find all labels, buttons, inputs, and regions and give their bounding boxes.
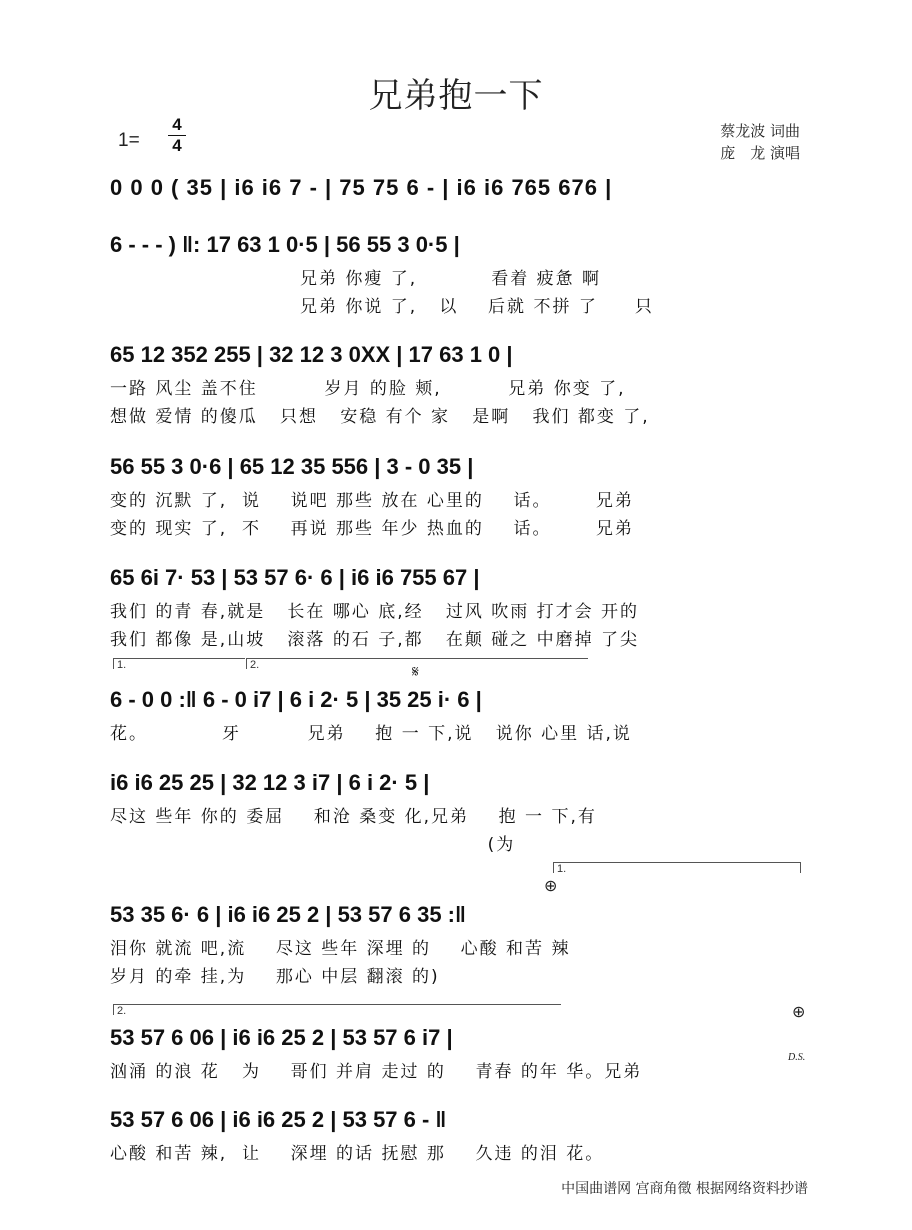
credits	[720, 120, 800, 164]
lyrics-verse-2: (为	[110, 835, 516, 855]
segno-symbol: 𝄋	[412, 664, 419, 681]
lyrics-verse-2: 想做 爱情 的傻瓜 只想 安稳 有个 家 是啊 我们 都变 了,	[110, 407, 650, 427]
notes: i6 i6 25 25 | 32 12 3 i7 | 6 i 2· 5 |	[110, 770, 430, 795]
notes: 65 6i 7· 53 | 53 57 6· 6 | i6 i6 755 67 |	[110, 565, 480, 590]
lyrics-verse-2: 兄弟 你说 了, 以 后就 不拼 了 只	[300, 297, 654, 317]
volta-1: 1.	[113, 658, 245, 669]
song-title: 兄弟抱一下	[368, 76, 544, 116]
lyrics-verse-1: 一路 风尘 盖不住 岁月 的脸 颊, 兄弟 你变 了,	[110, 379, 626, 399]
notes: 0 0 0 ( 35 | i6 i6 7 - | 75 75 6 - | i6 i6 765 676 |	[110, 175, 613, 200]
notes: 6 - - - ) ‖: 17 63 1 0·5 | 56 55 3 0·5 |	[110, 232, 460, 257]
coda-symbol: ⊕	[544, 878, 558, 895]
notes: 53 57 6 06 | i6 i6 25 2 | 53 57 6 - ‖	[110, 1107, 447, 1132]
lyrics-verse-1: 花。 牙 兄弟 抱 一 下,说 说你 心里 话,说	[110, 724, 632, 744]
lyrics-verse-2: 我们 都像 是,山坡 滚落 的石 子,都 在颠 碰之 中磨掉 了尖	[110, 630, 640, 650]
lyrics-verse-2: 岁月 的牵 挂,为 那心 中层 翻滚 的)	[110, 967, 440, 987]
lyrics-verse-1: 我们 的青 春,就是 长在 哪心 底,经 过风 吹雨 打才会 开的	[110, 602, 640, 622]
notes: 53 35 6· 6 | i6 i6 25 2 | 53 57 6 35 :‖	[110, 902, 466, 927]
notes: 65 12 352 255 | 32 12 3 0XX | 17 63 1 0 |	[110, 342, 513, 367]
lyrics-verse-1: 汹涌 的浪 花 为 哥们 并肩 走过 的 青春 的年 华。兄弟	[110, 1062, 643, 1082]
notes: 56 55 3 0·6 | 65 12 35 556 | 3 - 0 35 |	[110, 454, 474, 479]
lyrics-verse-2: 变的 现实 了, 不 再说 那些 年少 热血的 话。 兄弟	[110, 519, 634, 539]
key-signature: 1=	[118, 130, 140, 151]
notes: 53 57 6 06 | i6 i6 25 2 | 53 57 6 i7 |	[110, 1025, 453, 1050]
lyrics-verse-1: 兄弟 你瘦 了, 看着 疲惫 啊	[300, 269, 602, 289]
lyrics-verse-1: 尽这 些年 你的 委屈 和沧 桑变 化,兄弟 抱 一 下,有	[110, 807, 597, 827]
volta-2: 2.	[246, 658, 588, 669]
notes: 6 - 0 0 :‖ 6 - 0 i7 | 6 i 2· 5 | 35 25 i· 6 |	[110, 687, 482, 712]
lyrics-verse-1: 变的 沉默 了, 说 说吧 那些 放在 心里的 话。 兄弟	[110, 491, 634, 511]
time-signature-top: 4	[172, 115, 182, 134]
singer-credit: 庞 龙 演唱	[720, 144, 800, 162]
dal-segno-marking: D.S.	[788, 1052, 806, 1063]
lyrics-verse-1: 泪你 就流 吧,流 尽这 些年 深埋 的 心酸 和苦 辣	[110, 939, 571, 959]
lyrics-verse-1: 心酸 和苦 辣, 让 深埋 的话 抚慰 那 久违 的泪 花。	[110, 1144, 605, 1164]
coda-symbol: ⊕	[792, 1004, 806, 1021]
source-footer: 中国曲谱网 宫商角徵 根据网络资料抄谱	[561, 1181, 808, 1197]
volta-2: 2.	[113, 1004, 561, 1015]
composer-credit: 蔡龙波 词曲	[720, 122, 800, 140]
volta-1: 1.	[553, 862, 801, 873]
time-signature-bottom: 4	[172, 136, 182, 155]
time-signature	[168, 116, 186, 155]
